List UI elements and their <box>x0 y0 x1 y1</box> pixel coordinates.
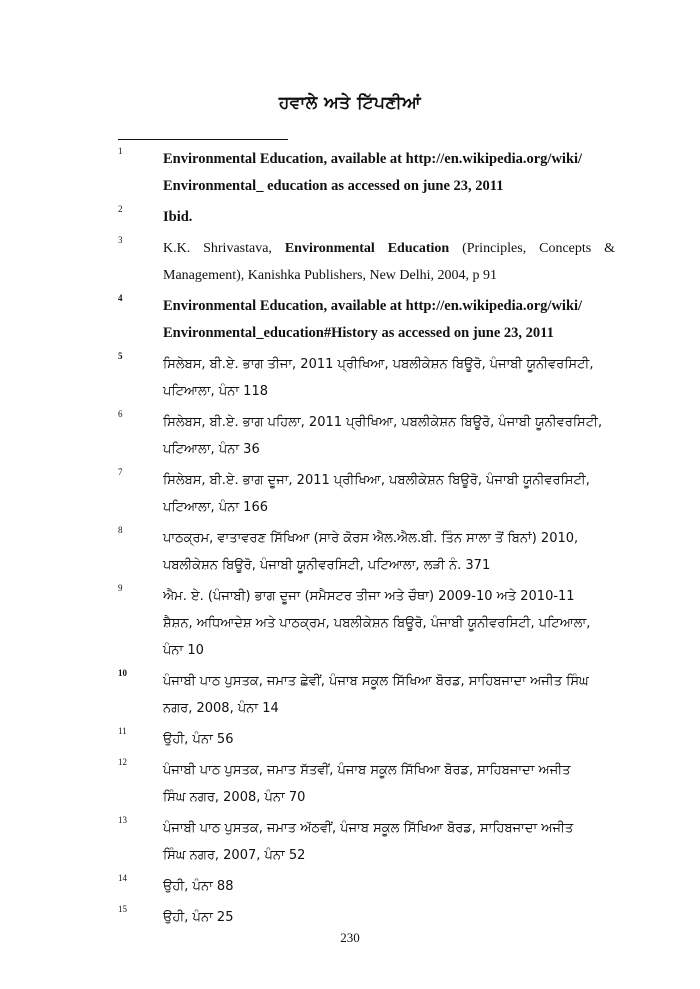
footnote-number: 14 <box>118 873 127 883</box>
footnote-number: 9 <box>118 583 123 593</box>
footnote-line: Environmental Education, available at http://en.wikipedia.org/wiki/ <box>163 151 583 167</box>
footnote-separator-rule <box>118 139 288 140</box>
footnote-text <box>163 726 615 753</box>
footnote-8 <box>118 525 615 579</box>
footnote-number: 2 <box>118 204 123 214</box>
footnote-3 <box>118 235 615 289</box>
footnote-2 <box>118 204 615 231</box>
footnote-line: ਸਿੰਘ ਨਗਰ, 2008, ਪੰਨਾ 70 <box>163 790 306 805</box>
footnote-number: 5 <box>118 351 123 361</box>
footnote-author: K.K. Shrivastava, <box>163 241 285 256</box>
footnote-1 <box>118 146 615 200</box>
footnote-line: ਸਿਲੇਬਸ, ਬੀ.ਏ. ਭਾਗ ਤੀਜਾ, 2011 ਪ੍ਰੀਖਿਆ, ਪਬਲੀਕੇਸ਼ਨ ਬਿਊਰੋ, ਪੰਜਾਬੀ ਯੂਨੀਵਰਸਿਟੀ, <box>163 357 594 372</box>
footnote-line: ਪਟਿਆਲਾ, ਪੰਨਾ 36 <box>163 442 260 457</box>
footnote-line: ਪੰਜਾਬੀ ਪਾਠ ਪੁਸਤਕ, ਜਮਾਤ ਅੱਠਵੀਂ, ਪੰਜਾਬ ਸਕੂਲ ਸਿੱਖਿਆ ਬੋਰਡ, ਸਾਹਿਬਜਾਦਾ ਅਜੀਤ <box>163 821 574 836</box>
footnote-line: ਪਾਠਕ੍ਰਮ, ਵਾਤਾਵਰਣ ਸਿੱਖਿਆ (ਸਾਰੇ ਕੋਰਸ ਐਲ.ਐਲ.ਬੀ. ਤਿੰਨ ਸਾਲਾ ਤੋਂ ਬਿਨਾਂ) 2010, <box>163 531 579 546</box>
footnote-line: ਸਿਲੇਬਸ, ਬੀ.ਏ. ਭਾਗ ਦੂਜਾ, 2011 ਪ੍ਰੀਖਿਆ, ਪਬਲੀਕੇਸ਼ਨ ਬਿਊਰੋ, ਪੰਜਾਬੀ ਯੂਨੀਵਰਸਿਟੀ, <box>163 473 590 488</box>
footnote-text <box>163 204 615 231</box>
footnote-line: ਪੰਜਾਬੀ ਪਾਠ ਪੁਸਤਕ, ਜਮਾਤ ਸੱਤਵੀਂ, ਪੰਜਾਬ ਸਕੂਲ ਸਿੱਖਿਆ ਬੋਰਡ, ਸਾਹਿਬਜਾਦਾ ਅਜੀਤ <box>163 763 571 778</box>
footnote-7 <box>118 467 615 521</box>
footnote-number: 7 <box>118 467 123 477</box>
footnote-line: Environmental_ education as accessed on june 23, 2011 <box>163 178 504 194</box>
footnote-15 <box>118 904 615 931</box>
footnote-line: ਨਗਰ, 2008, ਪੰਨਾ 14 <box>163 701 279 716</box>
page-number: 230 <box>340 930 360 945</box>
footnote-text <box>163 815 615 869</box>
footnote-number: 1 <box>118 146 123 156</box>
footnote-11 <box>118 726 615 753</box>
page-heading: ਹਵਾਲੇ ਅਤੇ ਟਿੱਪਣੀਆਂ <box>278 93 422 113</box>
footnote-line: ਸਿੰਘ ਨਗਰ, 2007, ਪੰਨਾ 52 <box>163 848 306 863</box>
footnote-number: 13 <box>118 815 127 825</box>
footnote-line: Ibid. <box>163 209 193 225</box>
footnote-line: Environmental Education, available at http://en.wikipedia.org/wiki/ <box>163 298 583 314</box>
footnote-line: ਸ਼ੈਸ਼ਨ, ਅਧਿਆਦੇਸ਼ ਅਤੇ ਪਾਠਕ੍ਰਮ, ਪਬਲੀਕੇਸ਼ਨ ਬਿਊਰੋ, ਪੰਜਾਬੀ ਯੂਨੀਵਰਸਿਟੀ, ਪਟਿਆਲਾ, <box>163 616 591 631</box>
footnote-line: ਸਿਲੇਬਸ, ਬੀ.ਏ. ਭਾਗ ਪਹਿਲਾ, 2011 ਪ੍ਰੀਖਿਆ, ਪਬਲੀਕੇਸ਼ਨ ਬਿਊਰੋ, ਪੰਜਾਬੀ ਯੂਨੀਵਰਸਿਟੀ, <box>163 415 603 430</box>
footnote-number: 11 <box>118 726 127 736</box>
footnote-9 <box>118 583 615 664</box>
footnote-line: ਪਟਿਆਲਾ, ਪੰਨਾ 118 <box>163 384 268 399</box>
footnote-12 <box>118 757 615 811</box>
footnote-4 <box>118 293 615 347</box>
footnote-line: ਪਬਲੀਕੇਸ਼ਨ ਬਿਊਰੋ, ਪੰਜਾਬੀ ਯੂਨੀਵਰਸਿਟੀ, ਪਟਿਆਲਾ, ਲੜੀ ਨੰ. 371 <box>163 558 491 573</box>
footnote-10 <box>118 668 615 722</box>
footnote-text <box>163 668 615 722</box>
footnote-text <box>163 525 615 579</box>
footnote-number: 6 <box>118 409 123 419</box>
footnote-6 <box>118 409 615 463</box>
footnote-line: ਪੰਨਾ 10 <box>163 643 204 658</box>
footnote-publication-details: (Principles, Concepts & Management), Kanishka Publishers, New Delhi, 2004, p 91 <box>163 241 616 283</box>
footnote-text <box>163 409 615 463</box>
footnote-number: 15 <box>118 904 127 914</box>
footnote-number: 3 <box>118 235 123 245</box>
footnote-line: ਉਹੀ, ਪੰਨਾ 88 <box>163 879 234 894</box>
footnote-text <box>163 757 615 811</box>
footnote-number: 12 <box>118 757 127 767</box>
footnote-line: ਐਮ. ਏ. (ਪੰਜਾਬੀ) ਭਾਗ ਦੂਜਾ (ਸਮੈਸਟਰ ਤੀਜਾ ਅਤੇ ਚੌਥਾ) 2009-10 ਅਤੇ 2010-11 <box>163 589 575 604</box>
footnote-line: ਉਹੀ, ਪੰਨਾ 56 <box>163 732 234 747</box>
footnote-line: ਪਟਿਆਲਾ, ਪੰਨਾ 166 <box>163 500 268 515</box>
footnote-text <box>163 873 615 900</box>
footnote-line: ਉਹੀ, ਪੰਨਾ 25 <box>163 910 234 925</box>
footnote-number: 10 <box>118 668 127 678</box>
footnote-text <box>163 351 615 405</box>
footnote-5 <box>118 351 615 405</box>
footnote-line: Environmental_education#History as accessed on june 23, 2011 <box>163 325 554 341</box>
footnote-text <box>163 146 615 200</box>
footnote-13 <box>118 815 615 869</box>
footnote-text <box>163 904 615 931</box>
footnote-text <box>163 467 615 521</box>
footnote-text <box>163 293 615 347</box>
footnote-book-title: Environmental Education <box>284 241 450 256</box>
footnote-line: ਪੰਜਾਬੀ ਪਾਠ ਪੁਸਤਕ, ਜਮਾਤ ਛੇਵੀਂ, ਪੰਜਾਬ ਸਕੂਲ ਸਿੱਖਿਆ ਬੋਰਡ, ਸਾਹਿਬਜਾਦਾ ਅਜੀਤ ਸਿੰਘ <box>163 674 589 689</box>
footnote-text <box>163 235 615 289</box>
footnote-list <box>118 146 615 935</box>
footnote-14 <box>118 873 615 900</box>
footnote-number: 8 <box>118 525 123 535</box>
footnote-number: 4 <box>118 293 123 303</box>
footnote-text <box>163 583 615 664</box>
